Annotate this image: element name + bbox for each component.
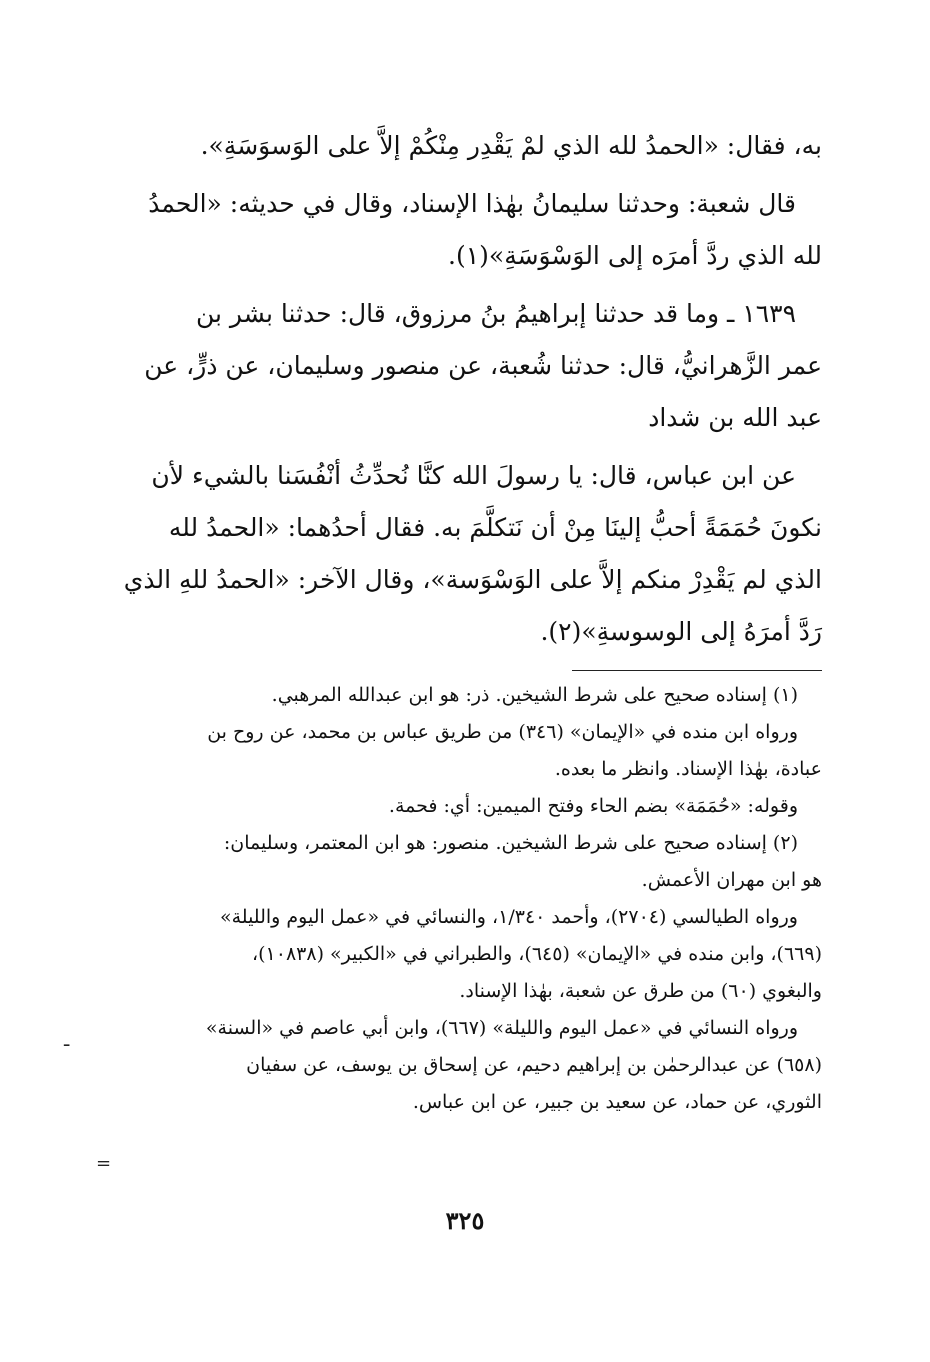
- footnote-line: (٢) إسناده صحيح على شرط الشيخين. منصور: هو ابن المعتمر، وسليمان:: [223, 832, 798, 854]
- footnote-line: (٦٦٩)، وابن منده في «الإيمان» (٦٤٥)، والطبراني في «الكبير» (١٠٨٣٨)،: [252, 943, 822, 965]
- footnote-1-gloss: [100, 788, 822, 825]
- text-line: لله الذي ردَّ أمرَه إلى الوَسْوَسَةِ»(١).: [448, 241, 822, 270]
- footnote-1-source: [100, 714, 822, 788]
- text-line: رَدَّ أمرَهُ إلى الوسوسةِ»(٢).: [540, 617, 822, 646]
- text-line: عمر الزَّهرانيُّ، قال: حدثنا شُعبة، عن منصور وسليمان، عن ذرٍّ، عن: [144, 351, 822, 380]
- footnote-line: (١) إسناده صحيح على شرط الشيخين. ذر: هو ابن عبدالله المرهبي.: [271, 684, 798, 706]
- footnote-line: هو ابن مهران الأعمش.: [641, 869, 822, 891]
- page-number: ٣٢٥: [445, 1206, 485, 1235]
- text-line: ١٦٣٩ ـ وما قد حدثنا إبراهيمُ بنُ مرزوق، قال: حدثنا بشر بن: [196, 299, 796, 328]
- footnote-line: ورواه النسائي في «عمل اليوم والليلة» (٦٦٧)، وابن أبي عاصم في «السنة»: [205, 1017, 798, 1039]
- footnote-2-sources-b: [100, 1010, 822, 1121]
- margin-continuation-mark: =: [96, 1153, 112, 1174]
- footnote-line: ورواه الطيالسي (٢٧٠٤)، وأحمد ١/٣٤٠، والنسائي في «عمل اليوم والليلة»: [219, 906, 798, 928]
- text-line: عن ابن عباس، قال: يا رسولَ الله كنَّا نُحدِّثُ أنْفُسَنا بالشيء لأن: [151, 461, 796, 490]
- paragraph-continuation: [100, 120, 822, 172]
- footnote-2: [100, 825, 822, 899]
- paragraph-hadith-1639: [100, 288, 822, 444]
- footnote-divider: [572, 670, 822, 671]
- footnote-line: والبغوي (٦٠) من طرق عن شعبة، بهٰذا الإسناد.: [459, 980, 822, 1002]
- page-body: [100, 120, 822, 1121]
- footnote-line: (٦٥٨) عن عبدالرحمٰن بن إبراهيم دحيم، عن إسحاق بن يوسف، عن سفيان: [246, 1054, 822, 1076]
- footnotes: [100, 677, 822, 1121]
- footnote-line: ورواه ابن منده في «الإيمان» (٣٤٦) من طريق عباس بن محمد، عن روح بن: [207, 721, 798, 743]
- text-line: الذي لم يَقْدِرْ منكم إلاَّ على الوَسْوَسة»، وقال الآخر: «الحمدُ للهِ الذي: [123, 565, 822, 594]
- footnote-1: [100, 677, 822, 714]
- paragraph-ibn-abbas: [100, 450, 822, 658]
- margin-dash-mark: ـ: [64, 1030, 70, 1051]
- text-line: نكونَ حُمَمَةً أحبُّ إلينَا مِنْ أن نَتكلَّمَ به. فقال أحدُهما: «الحمدُ لله: [168, 513, 822, 542]
- main-text: [100, 120, 822, 658]
- text-line: قال شعبة: وحدثنا سليمانُ بهٰذا الإسناد، وقال في حديثه: «الحمدُ: [148, 189, 796, 218]
- paragraph-shuba: [100, 178, 822, 282]
- footnote-2-sources-a: [100, 899, 822, 1010]
- text-line: به، فقال: «الحمدُ لله الذي لمْ يَقْدِر مِنْكُمْ إلاَّ على الوَسوَسَةِ».: [200, 131, 822, 160]
- footnote-line: عبادة، بهٰذا الإسناد. وانظر ما بعده.: [554, 758, 822, 780]
- text-line: عبد الله بن شداد: [648, 403, 822, 432]
- footnote-line: وقوله: «حُمَمَة» بضم الحاء وفتح الميمين: أي: فحمة.: [388, 795, 798, 817]
- footnote-line: الثوري، عن حماد، عن سعيد بن جبير، عن ابن عباس.: [412, 1091, 822, 1113]
